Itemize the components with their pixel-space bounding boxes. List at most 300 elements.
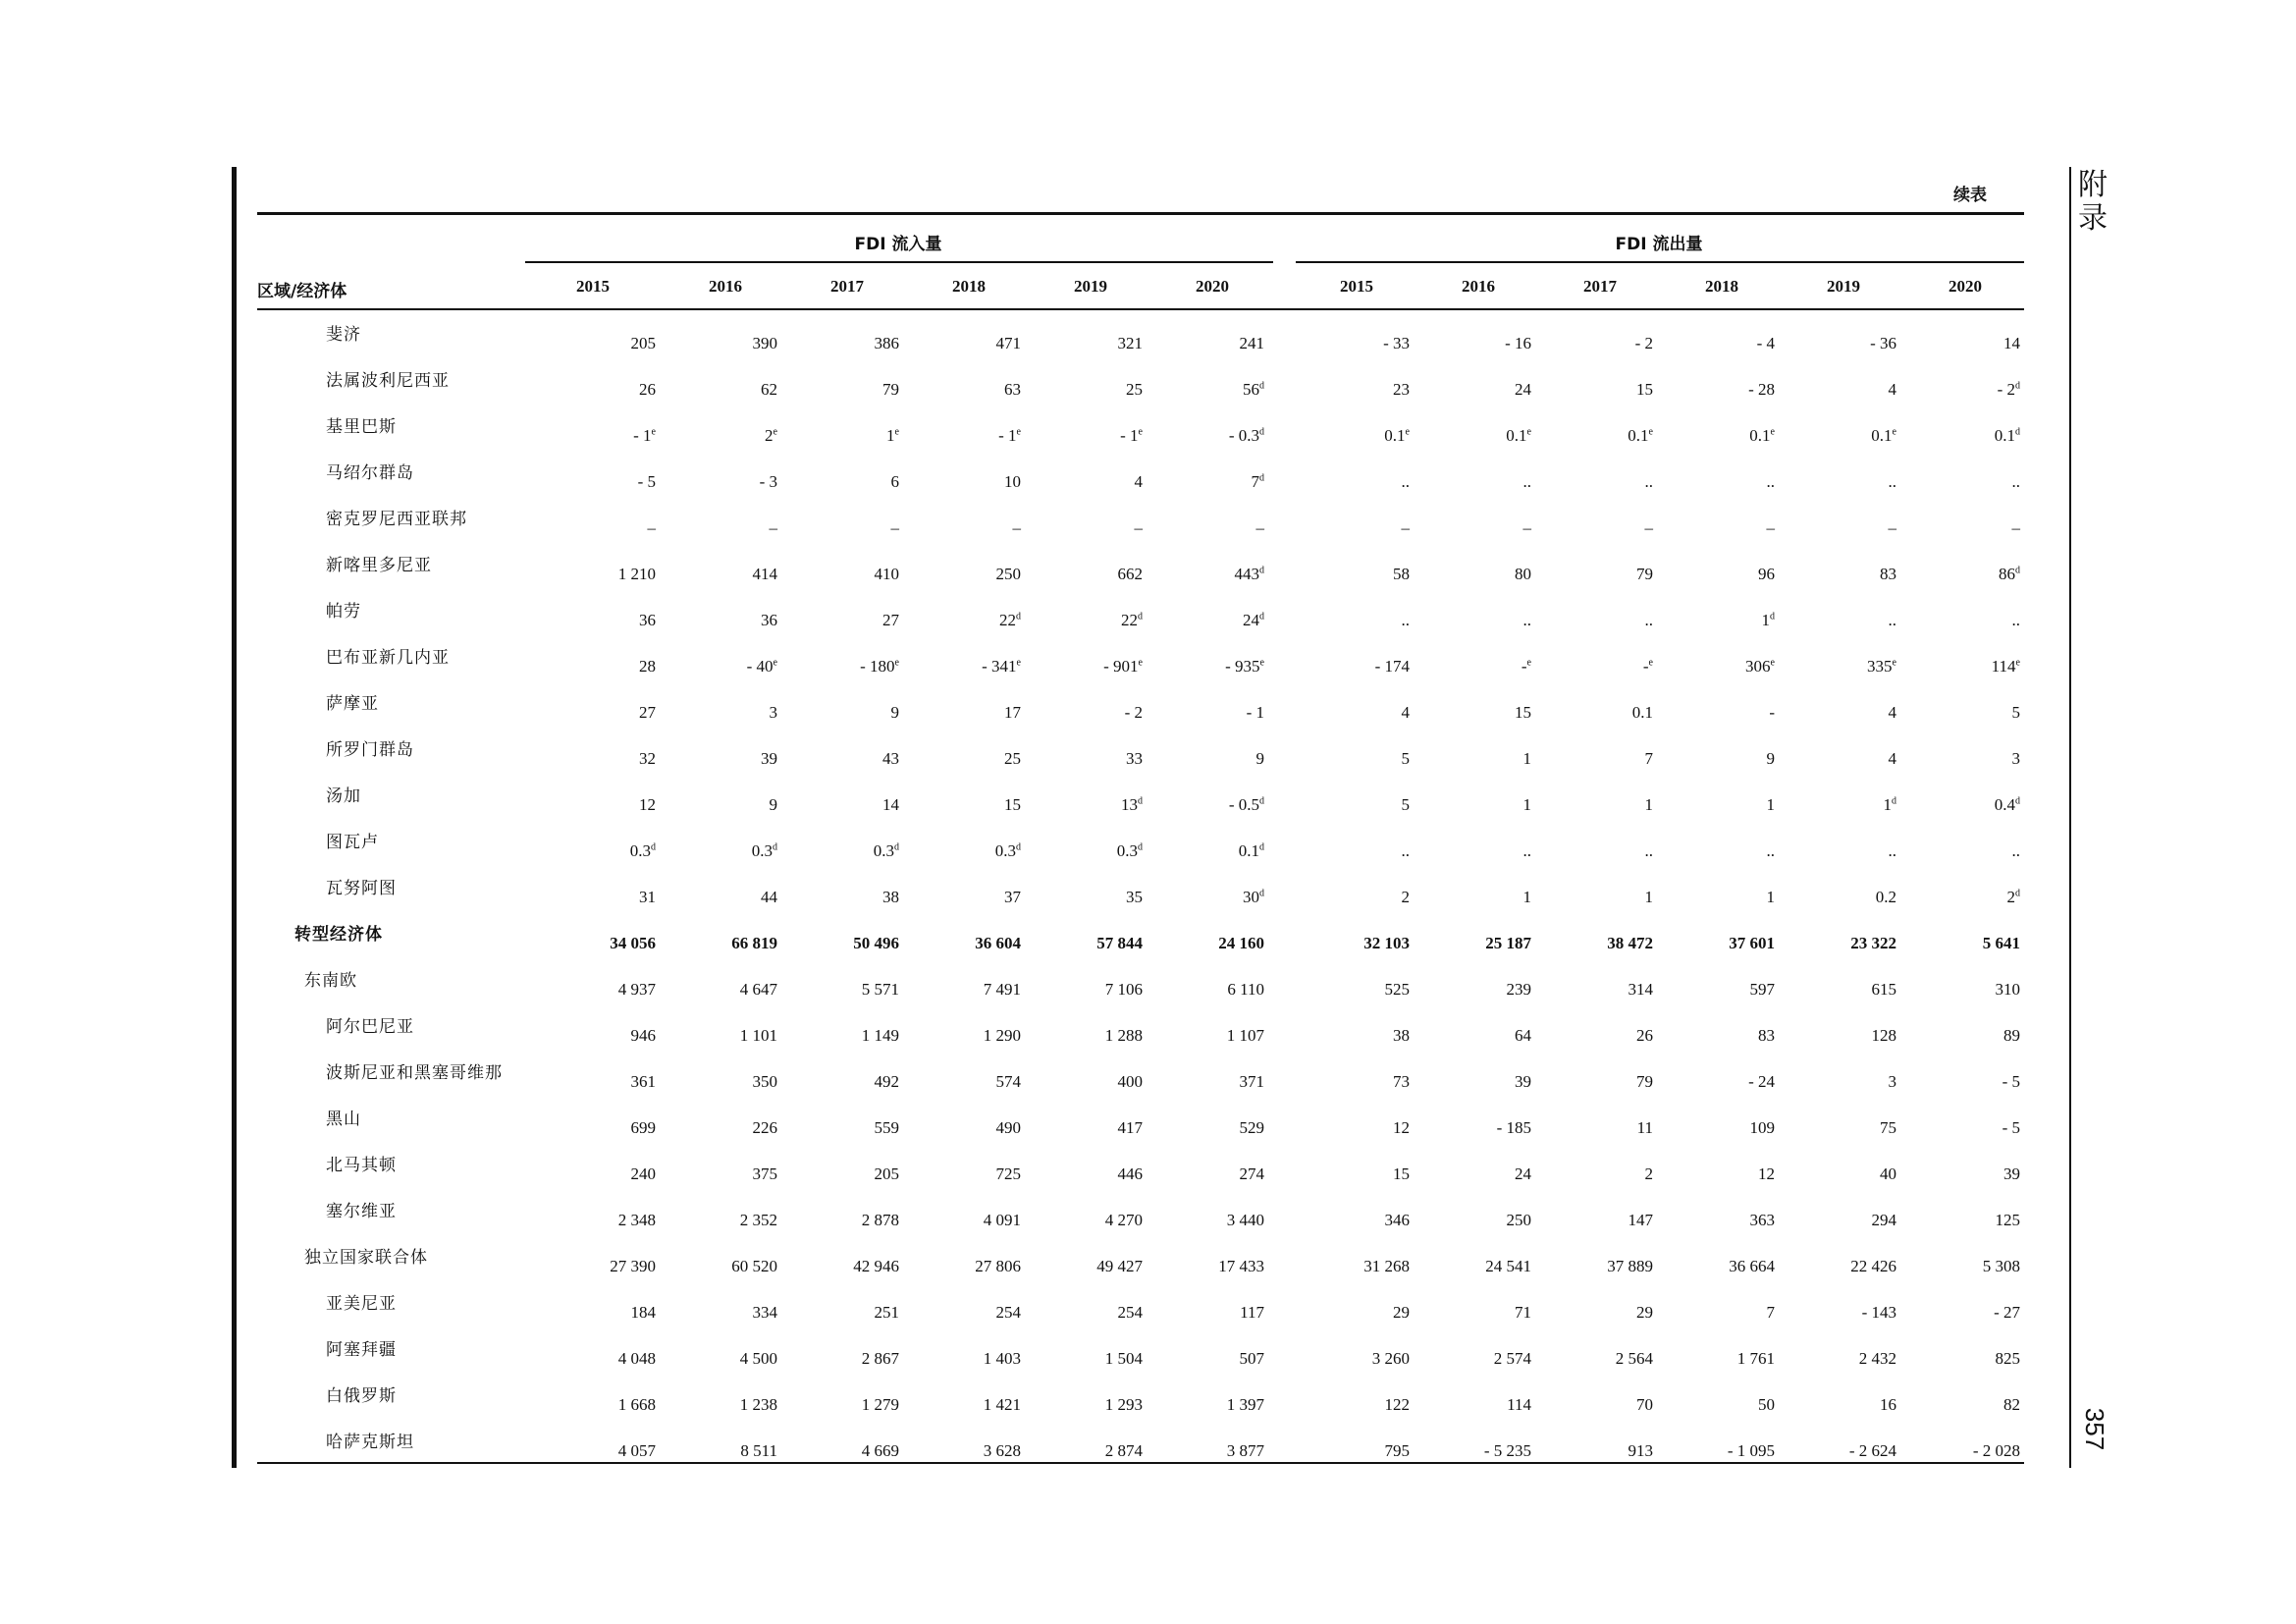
inflow-number: 4 669 (861, 1441, 899, 1460)
inflow-value (1147, 1441, 1264, 1461)
outflow-number: 0.1 (1384, 426, 1406, 445)
outflow-value (1657, 611, 1775, 630)
left-margin-bar (232, 167, 237, 1468)
inflow-number: 2 348 (617, 1211, 656, 1229)
inflow-value (781, 1211, 899, 1230)
region-name: 瓦努阿图 (326, 879, 397, 898)
inflow-number: 4 270 (1104, 1211, 1143, 1229)
inflow-value (1147, 1395, 1264, 1415)
outflow-number: – (1644, 518, 1653, 537)
inflow-number: 250 (995, 565, 1021, 583)
outflow-value (1779, 334, 1896, 353)
outflow-value (1779, 1395, 1896, 1415)
inflow-number: 36 604 (975, 934, 1021, 952)
outflow-number: – (1766, 518, 1775, 537)
outflow-value (1414, 611, 1531, 630)
year-label: 2016 (709, 277, 742, 296)
inflow-number: 574 (995, 1072, 1021, 1091)
inflow-value (1147, 1303, 1264, 1323)
outflow-value (1902, 749, 2020, 769)
region-name: 北马其顿 (326, 1156, 397, 1175)
outflow-number: 15 (1393, 1164, 1410, 1183)
outflow-value (1902, 1118, 2020, 1138)
inflow-number: - 1 (1120, 426, 1139, 445)
outflow-value (1535, 472, 1653, 492)
region-name: 巴布亚新几内亚 (326, 648, 450, 668)
year-label: 2015 (576, 277, 610, 296)
outflow-number: 0.1 (1994, 426, 2015, 445)
inflow-number: 254 (1117, 1303, 1143, 1322)
footnote-marker: d (1138, 795, 1143, 807)
footnote-marker: d (1259, 795, 1264, 807)
in-year-2018 (930, 277, 1008, 297)
inflow-number: 12 (639, 795, 656, 814)
outflow-value (1292, 1164, 1410, 1184)
outflow-number: – (1522, 518, 1531, 537)
inflow-number: 79 (882, 380, 899, 399)
table-bottom-rule (257, 1462, 2024, 1464)
inflow-number: 22 (1121, 611, 1138, 629)
outflow-number: 2 574 (1493, 1349, 1531, 1368)
outflow-number: 86 (1999, 565, 2015, 583)
outflow-number: 2 432 (1858, 1349, 1896, 1368)
inflow-number: 4 091 (983, 1211, 1021, 1229)
inflow-number: 0.3 (1116, 841, 1138, 860)
table-row (257, 735, 2024, 782)
inflow-value (538, 1303, 656, 1323)
inflow-value (781, 703, 899, 723)
outflow-value (1657, 1395, 1775, 1415)
inflow-value (538, 795, 656, 815)
outflow-number: .. (2011, 611, 2020, 629)
inflow-number: 205 (874, 1164, 899, 1183)
inflow-value (538, 1349, 656, 1369)
inflow-value (660, 472, 777, 492)
outflow-value (1414, 565, 1531, 584)
outflow-number: - 1 095 (1727, 1441, 1775, 1460)
outflow-value (1657, 472, 1775, 492)
outflow-value (1535, 611, 1653, 630)
out-year-2020 (1926, 277, 2004, 297)
region-name: 哈萨克斯坦 (326, 1433, 414, 1452)
outflow-value (1902, 1072, 2020, 1092)
outflow-number: 2 (1644, 1164, 1653, 1183)
outflow-number: 23 (1393, 380, 1410, 399)
outflow-value (1779, 426, 1896, 446)
inflow-number: - 40 (746, 657, 774, 676)
inflow-value (903, 1118, 1021, 1138)
inflow-number: 4 647 (739, 980, 777, 999)
inflow-number: 4 (1134, 472, 1143, 491)
outflow-value (1414, 1441, 1531, 1461)
inflow-number: 375 (752, 1164, 777, 1183)
outflow-number: .. (1522, 611, 1531, 629)
footnote-marker: e (1648, 657, 1653, 669)
region-name: 新喀里多尼亚 (326, 556, 432, 575)
inflow-number: 27 (639, 703, 656, 722)
inflow-number: 7 106 (1104, 980, 1143, 999)
inflow-number: 251 (874, 1303, 899, 1322)
outflow-value (1535, 980, 1653, 1000)
footnote-marker: d (1259, 565, 1264, 576)
outflow-number: 1 (1644, 795, 1653, 814)
inflow-value (538, 703, 656, 723)
inflow-value (903, 1026, 1021, 1046)
outflow-value (1902, 980, 2020, 1000)
footnote-marker: e (773, 657, 777, 669)
inflow-number: 30 (1243, 888, 1259, 906)
outflow-value (1779, 518, 1896, 538)
inflow-number: 22 (999, 611, 1016, 629)
inflow-number: 0.3 (994, 841, 1016, 860)
outflow-number: 1 (1644, 888, 1653, 906)
inflow-number: – (890, 518, 899, 537)
outflow-number: 70 (1636, 1395, 1653, 1414)
outflow-number: 0.1 (1628, 426, 1649, 445)
footnote-marker: d (2015, 380, 2020, 392)
table-row (257, 320, 2024, 366)
outflow-number: 38 472 (1607, 934, 1653, 952)
outflow-number: 0.1 (1749, 426, 1771, 445)
outflow-number: 250 (1506, 1211, 1531, 1229)
region-name: 独立国家联合体 (304, 1248, 428, 1268)
inflow-number: 507 (1239, 1349, 1264, 1368)
outflow-value (1657, 980, 1775, 1000)
outflow-value (1414, 1349, 1531, 1369)
outflow-value (1902, 657, 2020, 677)
outflow-number: 335 (1867, 657, 1893, 676)
inflow-value (1025, 657, 1143, 677)
outflow-value (1414, 749, 1531, 769)
out-year-2016 (1439, 277, 1518, 297)
outflow-value (1657, 841, 1775, 861)
outflow-value (1902, 472, 2020, 492)
inflow-value (1147, 611, 1264, 630)
year-label: 2017 (830, 277, 864, 296)
inflow-value (660, 795, 777, 815)
inflow-number: 1 504 (1104, 1349, 1143, 1368)
outflow-number: .. (1888, 841, 1896, 860)
inflow-number: 27 806 (975, 1257, 1021, 1275)
table-row (257, 1289, 2024, 1335)
inflow-value (781, 1349, 899, 1369)
inflow-number: 60 520 (731, 1257, 777, 1275)
inflow-number: 1 290 (983, 1026, 1021, 1045)
outflow-number: 39 (2003, 1164, 2020, 1183)
inflow-value (1147, 1257, 1264, 1276)
inflow-value (1025, 518, 1143, 538)
outflow-number: 294 (1871, 1211, 1896, 1229)
footnote-marker: e (1259, 657, 1264, 669)
out-year-2019 (1804, 277, 1883, 297)
outflow-value (1779, 657, 1896, 677)
footnote-marker: d (1138, 841, 1143, 853)
inflow-value (1025, 426, 1143, 446)
inflow-number: 1 668 (617, 1395, 656, 1414)
inflow-value (903, 1072, 1021, 1092)
inflow-value (781, 888, 899, 907)
inflow-value (1147, 749, 1264, 769)
inflow-number: - 935 (1225, 657, 1260, 676)
inflow-number: 36 (639, 611, 656, 629)
inflow-number: 17 433 (1218, 1257, 1264, 1275)
fdi-inflows-header: FDI 流入量 (854, 235, 942, 254)
inflow-number: 4 048 (617, 1349, 656, 1368)
inflow-value (903, 703, 1021, 723)
inflow-value (903, 611, 1021, 630)
inflow-number: 3 440 (1226, 1211, 1264, 1229)
outflow-number: 50 (1758, 1395, 1775, 1414)
inflow-value (1147, 518, 1264, 538)
inflow-value (903, 795, 1021, 815)
inflow-value (1025, 472, 1143, 492)
footnote-marker: d (2015, 795, 2020, 807)
inflow-number: 3 877 (1226, 1441, 1264, 1460)
table-row (257, 966, 2024, 1012)
table-row (257, 1243, 2024, 1289)
outflow-value (1657, 934, 1775, 953)
outflow-number: 29 (1636, 1303, 1653, 1322)
outflow-value (1414, 472, 1531, 492)
outflow-value (1902, 1211, 2020, 1230)
out-year-2015 (1317, 277, 1396, 297)
outflow-value (1292, 472, 1410, 492)
outflow-number: 9 (1766, 749, 1775, 768)
outflow-number: .. (2011, 841, 2020, 860)
inflow-value (660, 426, 777, 446)
year-label: 2020 (1949, 277, 1982, 296)
outflow-number: 5 (1401, 749, 1410, 768)
inflow-number: 117 (1240, 1303, 1264, 1322)
inflow-number: 7 (1251, 472, 1259, 491)
inflow-value (781, 1303, 899, 1323)
table-row (257, 782, 2024, 828)
footnote-marker: e (1648, 426, 1653, 438)
outflow-number: 825 (1995, 1349, 2020, 1368)
inflow-number: 13 (1121, 795, 1138, 814)
outflow-number: 15 (1515, 703, 1531, 722)
inflow-number: 27 390 (610, 1257, 656, 1275)
outflow-value (1292, 1257, 1410, 1276)
outflow-value (1779, 472, 1896, 492)
year-label: 2018 (952, 277, 986, 296)
outflow-value (1902, 1164, 2020, 1184)
outflow-number: 4 (1888, 380, 1896, 399)
outflow-value (1902, 1303, 2020, 1323)
outflow-value (1779, 795, 1896, 815)
outflow-value (1292, 1211, 1410, 1230)
outflow-number: - 5 235 (1483, 1441, 1531, 1460)
inflow-value (903, 472, 1021, 492)
inflow-value (660, 1257, 777, 1276)
inflow-value (1147, 1072, 1264, 1092)
outflow-number: - (1642, 657, 1649, 676)
inflow-value (1147, 380, 1264, 400)
inflow-number: 4 937 (617, 980, 656, 999)
footnote-marker: e (1892, 426, 1896, 438)
outflow-number: 64 (1515, 1026, 1531, 1045)
inflow-number: 1 288 (1104, 1026, 1143, 1045)
outflow-value (1902, 1026, 2020, 1046)
outflow-value (1414, 795, 1531, 815)
outflow-value (1292, 1303, 1410, 1323)
inflow-value (903, 749, 1021, 769)
inflow-number: - 5 (637, 472, 656, 491)
inflow-number: 7 491 (983, 980, 1021, 999)
inflow-number: 43 (882, 749, 899, 768)
outflow-value (1657, 749, 1775, 769)
footnote-marker: d (2015, 426, 2020, 438)
region-name: 法属波利尼西亚 (326, 371, 450, 391)
outflow-value (1414, 1257, 1531, 1276)
outflow-number: 2 564 (1615, 1349, 1653, 1368)
year-label: 2015 (1340, 277, 1373, 296)
inflow-number: 274 (1239, 1164, 1264, 1183)
outflow-number: - 2 624 (1848, 1441, 1896, 1460)
outflow-number: 114 (1507, 1395, 1531, 1414)
outflow-number: 82 (2003, 1395, 2020, 1414)
outflow-number: .. (1522, 472, 1531, 491)
inflow-number: 1 293 (1104, 1395, 1143, 1414)
outflow-value (1414, 380, 1531, 400)
outflow-value (1292, 888, 1410, 907)
inflow-value (660, 980, 777, 1000)
inflow-value (1025, 1072, 1143, 1092)
inflow-value (538, 1118, 656, 1138)
footnote-marker: e (894, 657, 899, 669)
inflow-value (781, 841, 899, 861)
footnote-marker: d (2015, 565, 2020, 576)
outflow-value (1902, 380, 2020, 400)
inflow-number: 17 (1004, 703, 1021, 722)
outflow-number: 83 (1880, 565, 1896, 583)
inflow-value (781, 611, 899, 630)
inflow-value (538, 472, 656, 492)
inflow-number: 4 500 (739, 1349, 777, 1368)
outflow-number: 32 103 (1363, 934, 1410, 952)
inflow-value (538, 380, 656, 400)
outflow-number: 597 (1749, 980, 1775, 999)
page-number-text: 357 (2080, 1407, 2110, 1451)
inflow-number: 490 (995, 1118, 1021, 1137)
outflow-value (1657, 888, 1775, 907)
inflow-number: 32 (639, 749, 656, 768)
outflow-value (1657, 1303, 1775, 1323)
region-name: 阿塞拜疆 (326, 1340, 397, 1360)
inflow-number: - 0.5 (1228, 795, 1259, 814)
outflow-value (1657, 1026, 1775, 1046)
inflow-value (781, 334, 899, 353)
inflow-value (538, 749, 656, 769)
outflow-number: 23 322 (1850, 934, 1896, 952)
outflow-value (1779, 1349, 1896, 1369)
outflow-value (1657, 1118, 1775, 1138)
inflow-value (903, 1441, 1021, 1461)
outflow-number: .. (1401, 611, 1410, 629)
inflow-value (781, 1441, 899, 1461)
inflow-value (903, 380, 1021, 400)
year-label: 2020 (1196, 277, 1229, 296)
outflow-value (1535, 1118, 1653, 1138)
in-year-2019 (1051, 277, 1130, 297)
inflow-value (660, 1395, 777, 1415)
outflow-number: - 2 (1634, 334, 1653, 352)
inflow-number: 3 628 (983, 1441, 1021, 1460)
footnote-marker: d (1892, 795, 1896, 807)
outflow-value (1779, 1118, 1896, 1138)
inflow-number: 6 110 (1227, 980, 1264, 999)
outflow-number: 1 (1883, 795, 1892, 814)
inflow-value (660, 1441, 777, 1461)
footnote-marker: d (1259, 888, 1264, 899)
outflow-number: .. (1644, 611, 1653, 629)
outflow-value (1902, 934, 2020, 953)
region-name: 图瓦卢 (326, 833, 379, 852)
inflow-number: 0.3 (873, 841, 894, 860)
footnote-marker: d (1016, 841, 1021, 853)
outflow-value (1657, 1441, 1775, 1461)
inflow-value (903, 888, 1021, 907)
inflow-value (660, 934, 777, 953)
outflow-value (1902, 1441, 2020, 1461)
inflow-number: 44 (761, 888, 777, 906)
inflow-value (1147, 1349, 1264, 1369)
inflow-value (903, 1164, 1021, 1184)
outflow-number: 310 (1995, 980, 2020, 999)
inflow-number: 9 (890, 703, 899, 722)
region-name: 白俄罗斯 (326, 1386, 397, 1406)
inflow-value (1025, 980, 1143, 1000)
outflow-value (1779, 888, 1896, 907)
inflow-value (1025, 1395, 1143, 1415)
inflow-value (1147, 472, 1264, 492)
outflow-value (1414, 1395, 1531, 1415)
year-label: 2019 (1074, 277, 1107, 296)
outflow-number: .. (1522, 841, 1531, 860)
outflow-value (1535, 749, 1653, 769)
outflow-value (1292, 518, 1410, 538)
outflow-number: 14 (2003, 334, 2020, 352)
inflow-number: - 0.3 (1228, 426, 1259, 445)
inflow-number: 2 352 (739, 1211, 777, 1229)
inflow-number: 492 (874, 1072, 899, 1091)
outflow-number: 37 601 (1729, 934, 1775, 952)
inflow-number: 1 397 (1226, 1395, 1264, 1414)
inflow-value (1147, 657, 1264, 677)
outflow-number: 4 (1888, 703, 1896, 722)
outflow-number: 22 426 (1850, 1257, 1896, 1275)
outflow-number: 25 187 (1485, 934, 1531, 952)
inflow-number: 410 (874, 565, 899, 583)
footnote-marker: e (773, 426, 777, 438)
inflow-value (781, 795, 899, 815)
outflow-number: 80 (1515, 565, 1531, 583)
outflow-number: 37 889 (1607, 1257, 1653, 1275)
region-name: 转型经济体 (294, 925, 383, 945)
inflow-value (1147, 426, 1264, 446)
inflow-value (903, 1395, 1021, 1415)
inflow-value (538, 1441, 656, 1461)
inflow-value (538, 565, 656, 584)
outflow-value (1292, 1026, 1410, 1046)
outflow-number: .. (1401, 841, 1410, 860)
outflow-value (1902, 518, 2020, 538)
outflow-value (1779, 749, 1896, 769)
inflow-value (903, 518, 1021, 538)
inflow-value (1025, 1211, 1143, 1230)
outflow-value (1779, 1211, 1896, 1230)
outflow-number: - 28 (1748, 380, 1775, 399)
